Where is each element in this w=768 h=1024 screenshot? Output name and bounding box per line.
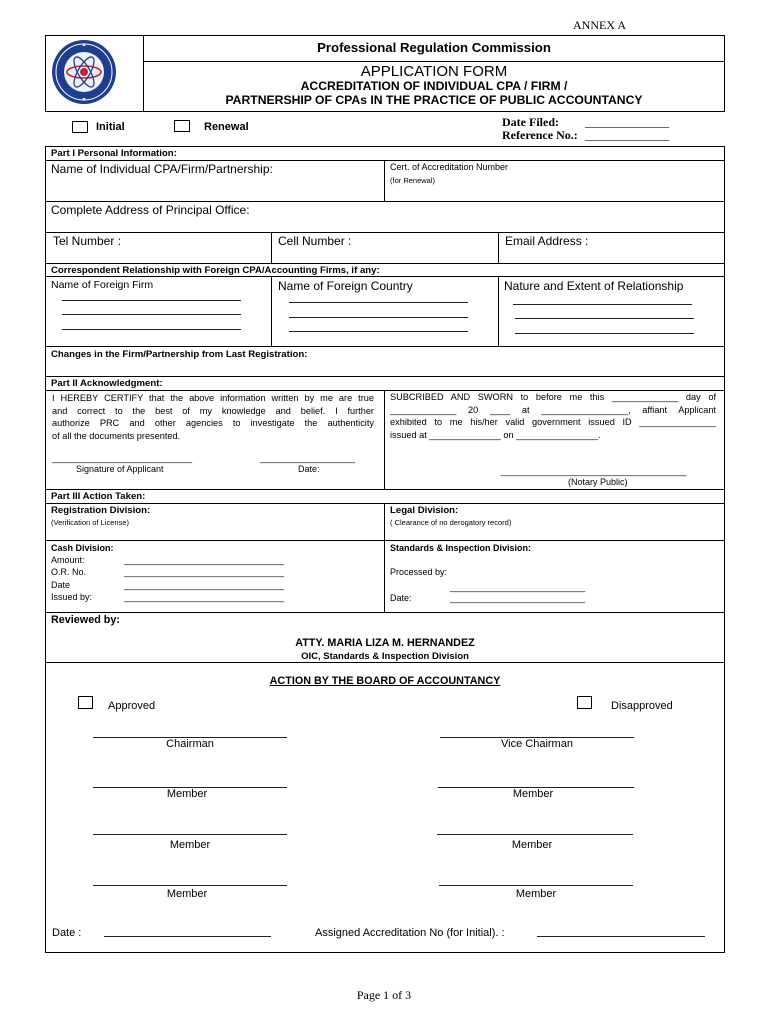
cash-date-label: Date xyxy=(51,580,71,590)
cash-amount-line[interactable]: ________________________________ xyxy=(124,555,285,565)
member-signature-line[interactable] xyxy=(93,885,287,886)
disapproved-checkbox[interactable] xyxy=(577,696,592,709)
approved-label: Approved xyxy=(108,700,156,712)
commission-name: Professional Regulation Commission xyxy=(317,40,551,55)
member-label: Member xyxy=(511,839,553,851)
notary-signature-line[interactable]: _____________________________________ xyxy=(501,466,687,476)
certify-line: of all the documents presented. xyxy=(52,430,181,441)
initial-label: Initial xyxy=(96,121,125,133)
tel-field-label: Tel Number : xyxy=(53,234,122,248)
foreign-firm-line[interactable] xyxy=(62,300,241,301)
sworn-line: exhibited to me his/her valid government issued ID _______________ xyxy=(390,417,716,428)
certify-line: and correct to the best of my knowledge and belief. I further xyxy=(52,405,374,416)
sworn-line: SUBCRIBED AND SWORN to before me this _____________ day of xyxy=(390,392,716,402)
standards-date-line[interactable]: ___________________________ xyxy=(450,593,586,603)
assigned-accreditation-line[interactable] xyxy=(537,936,705,937)
renewal-checkbox[interactable] xyxy=(174,120,190,132)
relationship-label: Nature and Extent of Relationship xyxy=(504,279,684,293)
member-label: Member xyxy=(166,788,208,800)
form-subtitle-1: ACCREDITATION OF INDIVIDUAL CPA / FIRM / xyxy=(300,79,568,93)
board-date-label: Date : xyxy=(52,927,82,939)
cash-or-number-line[interactable]: ________________________________ xyxy=(124,567,285,577)
vice-chairman-label: Vice Chairman xyxy=(501,738,573,750)
reviewed-by-label: Reviewed by: xyxy=(51,614,121,626)
standards-date-label: Date: xyxy=(390,593,412,603)
cert-number-field[interactable] xyxy=(385,161,724,200)
certify-line: authorize PRC and other agencies to investigate the authenticity xyxy=(52,418,374,429)
reference-field[interactable]: ______________ xyxy=(585,128,669,142)
cash-issued-by-line[interactable]: ________________________________ xyxy=(124,592,285,602)
address-field[interactable] xyxy=(46,202,724,231)
foreign-country-line[interactable] xyxy=(289,317,468,318)
part3-heading: Part III Action Taken: xyxy=(51,491,146,502)
cell-field[interactable] xyxy=(272,233,497,262)
member-signature-line[interactable] xyxy=(437,834,633,835)
acknowledgment-date-label: Date: xyxy=(298,464,320,474)
legal-division-heading: Legal Division: xyxy=(390,505,459,516)
form-subtitle-2: PARTNERSHIP OF CPAs IN THE PRACTICE OF PUBLIC ACCOUNTANCY xyxy=(225,93,643,107)
cash-issued-by-label: Issued by: xyxy=(51,592,93,602)
member-label: Member xyxy=(512,788,554,800)
prc-seal-logo xyxy=(51,39,117,105)
changes-heading: Changes in the Firm/Partnership from Last Registration: xyxy=(51,349,308,360)
cash-date-line[interactable]: ________________________________ xyxy=(124,580,285,590)
board-action-heading-text: ACTION BY THE BOARD OF ACCOUNTANCY xyxy=(269,675,501,687)
date-filed-field[interactable]: ______________ xyxy=(585,115,669,129)
disapproved-label: Disapproved xyxy=(611,700,673,712)
board-action-heading xyxy=(45,675,725,687)
name-field-label: Name of Individual CPA/Firm/Partnership: xyxy=(51,162,273,176)
sworn-line: _____________ 20 ____ at _________________, affiant Applicant xyxy=(390,404,716,415)
changes-field[interactable] xyxy=(46,361,724,375)
header-rule xyxy=(143,61,725,62)
cert-number-label: Cert. of Accreditation Number xyxy=(390,162,509,172)
member-label: Member xyxy=(166,888,208,900)
sworn-line: issued at ______________ on ________________. xyxy=(390,429,601,440)
member-label: Member xyxy=(169,839,211,851)
cash-amount-label: Amount: xyxy=(51,555,85,565)
chairman-label: Chairman xyxy=(166,738,214,750)
tel-field[interactable] xyxy=(46,233,270,262)
processed-by-label: Processed by: xyxy=(390,567,448,577)
foreign-country-line[interactable] xyxy=(289,302,468,303)
legal-division-note: ( Clearance of no derogatory record) xyxy=(390,518,512,527)
signature-line[interactable]: ____________________________ xyxy=(52,453,193,463)
relationship-line[interactable] xyxy=(515,333,694,334)
renewal-label: Renewal xyxy=(204,121,249,133)
name-field[interactable] xyxy=(46,161,383,200)
foreign-firm-line[interactable] xyxy=(62,314,241,315)
registration-division-heading: Registration Division: xyxy=(51,505,151,516)
board-date-line[interactable] xyxy=(104,936,271,937)
part2-heading: Part II Acknowledgment: xyxy=(51,378,163,389)
certify-line: I HEREBY CERTIFY that the above information written by me are true xyxy=(52,393,374,403)
reviewer-position: OIC, Standards & Inspection Division xyxy=(301,651,469,662)
email-field-label: Email Address : xyxy=(505,234,589,248)
member-label: Member xyxy=(515,888,557,900)
form-title: APPLICATION FORM xyxy=(360,63,508,80)
member-signature-line[interactable] xyxy=(93,834,287,835)
cert-number-note: (for Renewal) xyxy=(390,176,436,185)
email-field[interactable] xyxy=(499,233,724,262)
approved-checkbox[interactable] xyxy=(78,696,93,709)
assigned-accreditation-label: Assigned Accreditation No (for Initial). : xyxy=(315,927,505,939)
processed-by-line[interactable]: ___________________________ xyxy=(450,582,586,592)
member-signature-line[interactable] xyxy=(439,885,633,886)
part1-heading: Part I Personal Information: xyxy=(51,148,177,159)
page-number: Page 1 of 3 xyxy=(356,988,412,1002)
relationship-line[interactable] xyxy=(515,318,694,319)
cash-or-number-label: O.R. No. xyxy=(51,567,87,577)
foreign-country-label: Name of Foreign Country xyxy=(278,279,413,293)
initial-checkbox[interactable] xyxy=(72,121,88,133)
relationship-line[interactable] xyxy=(513,304,692,305)
registration-division-note: (Verification of License) xyxy=(51,518,129,527)
signature-label: Signature of Applicant xyxy=(76,464,164,474)
foreign-country-line[interactable] xyxy=(289,331,468,332)
cell-field-label: Cell Number : xyxy=(278,234,352,248)
annex-label: ANNEX A xyxy=(573,18,626,32)
correspondent-heading: Correspondent Relationship with Foreign CPA/Accounting Firms, if any: xyxy=(51,265,380,276)
date-filed-label: Date Filed: xyxy=(502,115,559,129)
standards-division-heading: Standards & Inspection Division: xyxy=(390,543,532,553)
notary-label: (Notary Public) xyxy=(568,477,628,487)
foreign-firm-line[interactable] xyxy=(62,329,241,330)
reviewer-name: ATTY. MARIA LIZA M. HERNANDEZ xyxy=(295,637,475,649)
acknowledgment-date-line[interactable]: ___________________ xyxy=(260,453,356,463)
reference-label: Reference No.: xyxy=(502,128,578,142)
certify-statement xyxy=(52,392,374,442)
foreign-firm-label: Name of Foreign Firm xyxy=(51,279,154,291)
cash-division-heading: Cash Division: xyxy=(51,543,114,553)
sworn-statement xyxy=(390,391,716,441)
address-field-label: Complete Address of Principal Office: xyxy=(51,203,250,217)
